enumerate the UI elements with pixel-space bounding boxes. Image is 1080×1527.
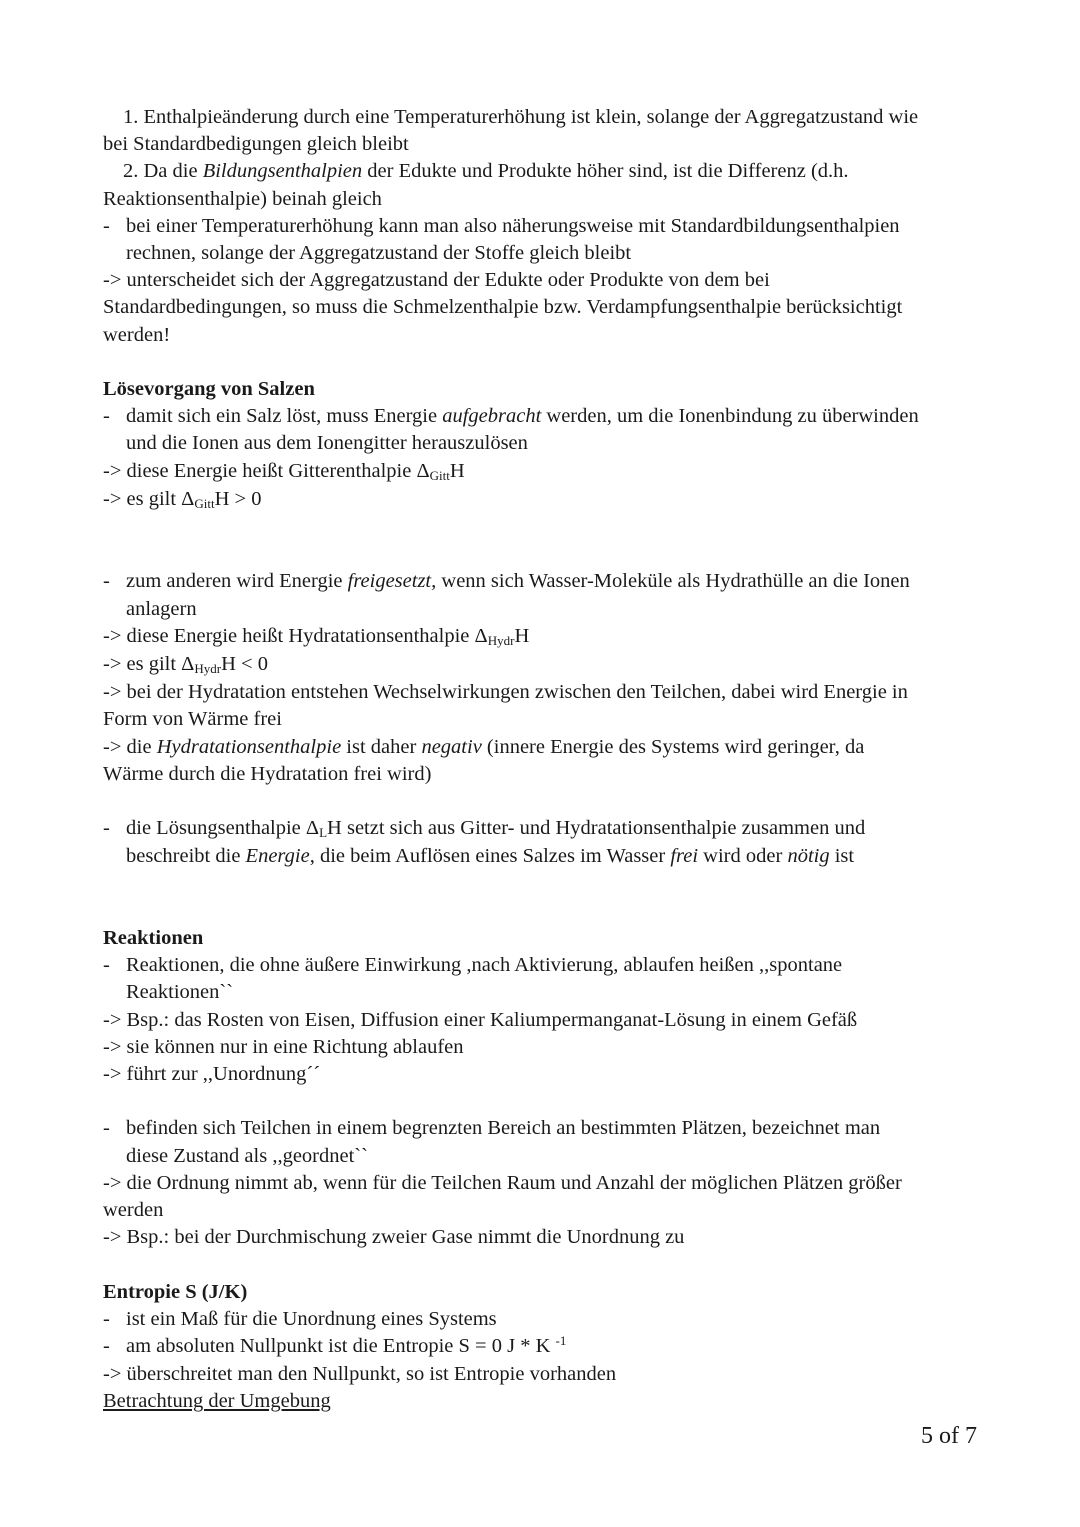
subscript: Gitt [194,495,215,511]
text-line [103,734,983,761]
italic-term: Bildungsenthalpien [202,160,363,183]
text-span: beschreibt die [126,845,246,868]
text-line: Wärme durch die Hydratation frei wird) [103,762,432,785]
text-span: wenn sich Wasser-Moleküle als Hydrathülle an die Ionen [436,570,910,593]
bullet-item [103,213,983,240]
text-span: Reaktionen, die ohne äußere Einwirkung ,nach Aktivierung, ablaufen heißen ,,spontane [126,954,843,977]
text-span: H setzt sich aus Gitter- und Hydratationsenthalpie zusammen und [327,817,866,840]
spacer [103,871,983,925]
bullet-item [103,403,983,430]
italic-term: negativ [421,735,482,758]
bullet-dash: - [103,954,110,977]
page-number: 5 of 7 [921,1423,977,1449]
text-line: -> führt zur ,,Unordnung´´ [103,1063,321,1086]
section-heading: Lösevorgang von Salzen [103,378,315,401]
text-span: damit sich ein Salz löst, muss Energie [126,405,443,428]
spacer [103,788,983,815]
text-span: ist [829,845,855,868]
text-span: 2. Da die [123,160,203,183]
sub-heading: Betrachtung der Umgebung [103,1390,331,1413]
text-line: -> die Ordnung nimmt ab, wenn für die Teilchen Raum und Anzahl der möglichen Plätzen größer [103,1171,902,1194]
text-line [103,458,983,486]
spacer [103,349,983,376]
text-span: -> diese Energie heißt Gitterenthalpie Δ [103,459,430,482]
text-line: werden! [103,323,171,346]
text-span: -> diese Energie heißt Hydratationsenthalpie Δ [103,624,488,647]
subscript: Gitt [429,467,450,483]
text-line: werden [103,1199,164,1222]
bullet-dash: - [103,214,110,237]
bullet-item [103,1306,983,1333]
text-line: -> sie können nur in eine Richtung ablaufen [103,1035,464,1058]
bullet-item [103,1333,983,1361]
text-line: Reaktionsenthalpie) beinah gleich [103,187,382,210]
text-line: diese Zustand als ,,geordnet`` [126,1144,368,1167]
superscript: -1 [555,1333,567,1349]
text-line [103,623,983,651]
italic-term: Energie [245,845,310,868]
text-line: Form von Wärme frei [103,708,282,731]
section-heading: Reaktionen [103,927,204,950]
italic-term: aufgebracht [442,405,542,428]
text-line: -> unterscheidet sich der Aggregatzustand der Edukte oder Produkte von dem bei [103,269,770,292]
italic-term: frei [670,845,699,868]
text-span: befinden sich Teilchen in einem begrenzten Bereich an bestimmten Plätzen, bezeichnet man [126,1117,881,1140]
italic-term: Hydratationsenthalpie [156,735,342,758]
bullet-item [103,952,983,979]
bullet-item [103,1115,983,1142]
text-line [103,651,983,679]
text-line: anlagern [126,597,197,620]
text-span: -> es gilt Δ [103,487,195,510]
section-heading: Entropie S (J/K) [103,1280,248,1303]
bullet-dash: - [103,1335,110,1358]
text-line: Standardbedingungen, so muss die Schmelzenthalpie bzw. Verdampfungsenthalpie berücksichtigt [103,296,903,319]
text-line: 1. Enthalpieänderung durch eine Temperaturerhöhung ist klein, solange der Aggregatzustand wie [123,106,919,128]
document-page [103,104,983,1416]
spacer [103,1088,983,1115]
text-line: -> Bsp.: bei der Durchmischung zweier Gase nimmt die Unordnung zu [103,1226,685,1249]
bullet-dash: - [103,405,110,428]
text-line: rechnen, solange der Aggregatzustand der Stoffe gleich bleibt [126,242,632,265]
text-span: die Lösungsenthalpie Δ [126,817,320,840]
text-span: H [514,624,530,647]
text-span: -> die [103,735,157,758]
text-line: -> Bsp.: das Rosten von Eisen, Diffusion einer Kaliumpermanganat-Lösung in einem Gefäß [103,1008,858,1031]
spacer [103,514,983,568]
text-span: H < 0 [221,653,268,676]
subscript: L [319,825,328,841]
text-span: ist daher [341,735,422,758]
text-line: -> überschreitet man den Nullpunkt, so ist Entropie vorhanden [103,1363,617,1386]
text-span: bei einer Temperaturerhöhung kann man also näherungsweise mit Standardbildungsenthalpien [126,214,900,237]
text-span: am absoluten Nullpunkt ist die Entropie S = 0 J * K [126,1335,556,1358]
italic-term: freigesetzt, [347,570,437,593]
bullet-item [103,568,983,595]
text-line [103,486,983,514]
spacer [103,1251,983,1278]
bullet-dash: - [103,1117,110,1140]
list-item [103,104,983,131]
text-span: der Edukte und Produkte höher sind, ist die Differenz (d.h. [362,160,849,183]
text-span: , die beim Auflösen eines Salzes im Wasser [309,845,671,868]
text-span: -> es gilt Δ [103,653,195,676]
italic-term: nötig [787,845,830,868]
text-line: bei Standardbedigungen gleich bleibt [103,133,409,156]
text-line: und die Ionen aus dem Ionengitter herauszulösen [126,432,528,455]
bullet-item [103,815,983,843]
list-item [103,158,983,185]
bullet-dash: - [103,570,110,593]
text-line: Reaktionen`` [126,981,234,1004]
text-span: werden, um die Ionenbindung zu überwinden [541,405,919,428]
text-span: wird oder [698,845,788,868]
subscript: Hydr [194,661,222,677]
text-line: -> bei der Hydratation entstehen Wechselwirkungen zwischen den Teilchen, dabei wird Energie in [103,681,908,704]
text-line [103,843,983,870]
text-span: zum anderen wird Energie [126,570,348,593]
bullet-dash: - [103,817,110,840]
text-span: H [449,459,465,482]
text-span: ist ein Maß für die Unordnung eines Systems [126,1307,497,1330]
text-span: H > 0 [214,487,262,510]
subscript: Hydr [487,632,515,648]
text-span: (innere Energie des Systems wird geringer, da [481,735,865,758]
bullet-dash: - [103,1307,110,1330]
